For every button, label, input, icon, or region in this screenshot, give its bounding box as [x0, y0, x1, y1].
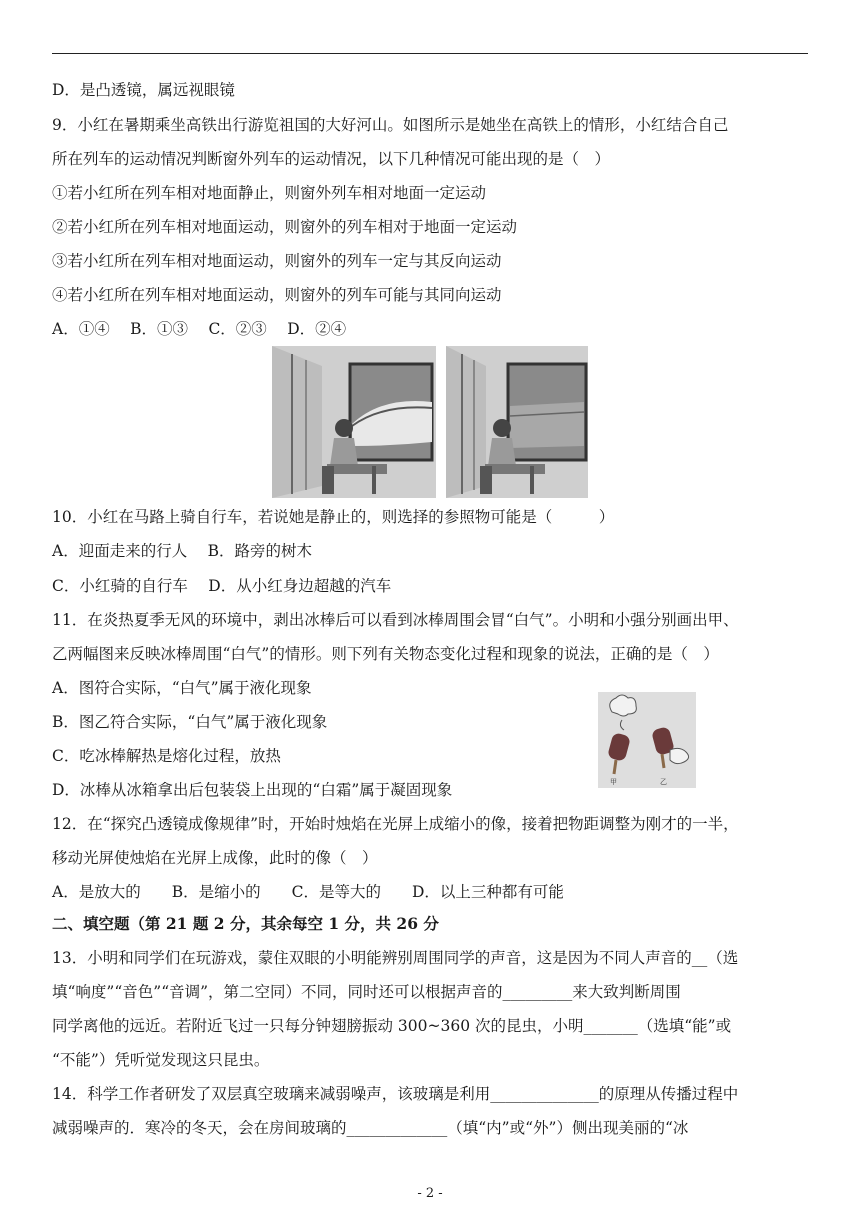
q12-stem-line2: 移动光屏使烛焰在光屏上成像，此时的像（ ） [52, 849, 378, 867]
page-number: - 2 - [417, 1186, 443, 1201]
girl-body [330, 438, 358, 466]
q12-options: A．是放大的 B．是缩小的 C．是等大的 D．以上三种都有可能 [52, 883, 564, 901]
girl-head [335, 419, 353, 437]
girl-head [493, 419, 511, 437]
q9-statement-1: ①若小红所在列车相对地面静止，则窗外列车相对地面一定运动 [52, 184, 487, 202]
right-panel [446, 346, 588, 498]
q11-option-b: B．图乙符合实际，“白气”属于液化现象 [52, 713, 328, 731]
q13-line2: 填“响度”“音色”“音调”，第二空同）不同，同时还可以根据声音的_________来大致判断周围 [52, 983, 681, 1001]
q14-line2: 减弱噪声的．寒冷的冬天，会在房间玻璃的_____________（填“内”或“外”）侧出现美丽的“冰 [52, 1119, 689, 1137]
q10-stem: 10．小红在马路上骑自行车，若说她是静止的，则选择的参照物可能是（ ） [52, 508, 615, 526]
q9-statement-3: ③若小红所在列车相对地面运动，则窗外的列车一定与其反向运动 [52, 252, 502, 270]
left-panel [272, 346, 436, 498]
q11-option-d: D．冰棒从冰箱拿出后包装袋上出现的“白霜”属于凝固现象 [52, 781, 453, 799]
ice-pop-figure [598, 692, 696, 788]
q11-option-a: A．图符合实际，“白气”属于液化现象 [52, 679, 312, 697]
q13-line4: “不能”）凭听觉发现这只昆虫。 [52, 1051, 270, 1069]
q9-statement-4: ④若小红所在列车相对地面运动，则窗外的列车可能与其同向运动 [52, 286, 502, 304]
q9-stem-line2: 所在列车的运动情况判断窗外列车的运动情况，以下几种情况可能出现的是（ ） [52, 150, 611, 168]
q12-stem-line1: 12．在“探究凸透镜成像规律”时，开始时烛焰在光屏上成缩小的像，接着把物距调整为刚才的一半， [52, 815, 739, 833]
panel-divider [436, 346, 446, 498]
label-jia: 甲 [610, 778, 617, 786]
q9-statement-2: ②若小红所在列车相对地面运动，则窗外的列车相对于地面一定运动 [52, 218, 518, 236]
train-window-figure [272, 346, 588, 498]
q13-line1: 13．小明和同学们在玩游戏，蒙住双眼的小明能辨别周围同学的声音，这是因为不同人声音的__（选 [52, 949, 739, 967]
q13-line3: 同学离他的远近。若附近飞过一只每分钟翅膀振动 300~360 次的昆虫，小明_______（选填“能”或 [52, 1017, 732, 1035]
q11-stem-line2: 乙两幅图来反映冰棒周围“白气”的情形。则下列有关物态变化过程和现象的说法，正确的是（ ） [52, 645, 719, 663]
q8-option-d: D．是凸透镜，属远视眼镜 [52, 81, 235, 99]
section-two-heading: 二、填空题（第 21 题 2 分，其余每空 1 分，共 26 分 [52, 914, 439, 933]
q14-line1: 14．科学工作者研发了双层真空玻璃来减弱噪声，该玻璃是利用______________的原理从传播过程中 [52, 1085, 739, 1103]
q9-stem-line1: 9．小红在暑期乘坐高铁出行游览祖国的大好河山。如图所示是她坐在高铁上的情形，小红结合自己 [52, 116, 729, 134]
q10-options-cd: C．小红骑的自行车 D．从小红身边超越的汽车 [52, 577, 392, 595]
label-yi: 乙 [660, 778, 667, 786]
q11-stem-line1: 11．在炎热夏季无风的环境中，剥出冰棒后可以看到冰棒周围会冒“白气”。小明和小强分别画出甲、 [52, 611, 739, 629]
q10-options-ab: A．迎面走来的行人 B．路旁的树木 [52, 542, 313, 560]
q9-options: A．①④ B．①③ C．②③ D．②④ [52, 320, 347, 338]
girl-body [488, 438, 516, 466]
q11-option-c: C．吃冰棒解热是熔化过程，放热 [52, 747, 281, 765]
header-rule [52, 53, 808, 54]
